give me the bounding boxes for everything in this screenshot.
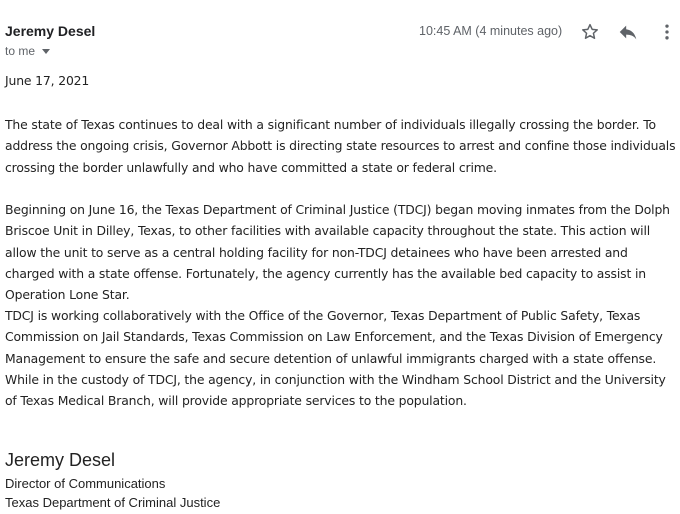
signature-name: Jeremy Desel	[5, 450, 116, 470]
email-header	[0, 0, 680, 66]
star-icon	[580, 22, 600, 42]
reply-button[interactable]	[617, 21, 639, 43]
email-timestamp: 10:45 AM (4 minutes ago)	[419, 24, 563, 38]
star-button[interactable]	[579, 21, 601, 43]
body-paragraph-1: The state of Texas continues to deal with a significant number of individuals illegally crossing the border. To address the ongoing crisis, Governor Abbott is directing state resources to arrest and confine those individuals crossing the border unlawfully and who have committed a state or federal crime.	[5, 117, 676, 175]
more-options-button[interactable]	[656, 21, 678, 43]
sender-name[interactable]: Jeremy Desel	[5, 23, 96, 39]
signature-organization: Texas Department of Criminal Justice	[5, 495, 221, 510]
reply-icon	[617, 21, 639, 43]
more-vert-icon	[657, 22, 677, 42]
signature-title: Director of Communications	[5, 476, 166, 491]
recipient-label: to me	[5, 44, 36, 58]
body-paragraph-3: TDCJ is working collaboratively with the Office of the Governor, Texas Department of Public Safety, Texas Commission on Jail Standards, Texas Commission on Law Enforcement, and the Texas Division of Emergency Management to ensure the safe and secure detention of unlawful immigrants charged with a state offense. While in the custody of TDCJ, the agency, in conjunction with the Windham School District and the University of Texas Medical Branch, will provide appropriate services to the population.	[5, 308, 666, 409]
chevron-down-icon[interactable]	[42, 49, 50, 54]
email-date-line: June 17, 2021	[5, 73, 90, 88]
body-paragraph-2: Beginning on June 16, the Texas Department of Criminal Justice (TDCJ) began moving inmates from the Dolph Briscoe Unit in Dilley, Texas, to other facilities with available capacity throughout the state. This action will allow the unit to serve as a central holding facility for non-TDCJ detainees who have been arrested and charged with a state offense. Fortunately, the agency currently has the available bed capacity to assist in Operation Lone Star.	[5, 202, 670, 303]
recipient-details-toggle[interactable]	[5, 44, 50, 58]
